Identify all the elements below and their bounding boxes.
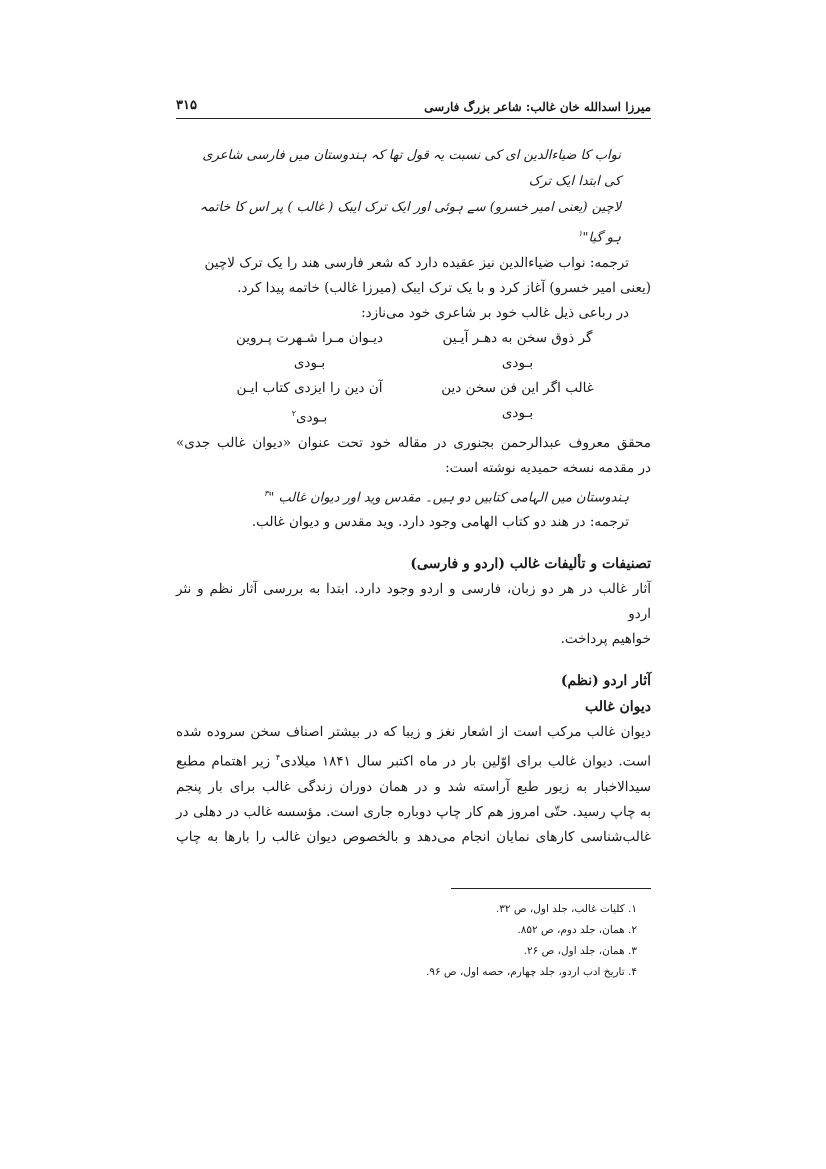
footnotes — [176, 899, 651, 983]
section-works-line-1: آثار غالب در هر دو زبان، فارسی و اردو وجود دارد. ابتدا به بررسی آثار نظم و نثر اردو — [176, 581, 651, 623]
footnote-ref-4: ۴ — [275, 753, 281, 763]
divan-line-3: سیدالاخبار به زیور طبع آراسته شد و در همان دوران زندگی غالب برای بار پنجم — [176, 778, 651, 795]
urdu-quote-1-line-1: نواب کا ضیاءالدین ای کی نسبت یہ قول تھا کہ ہندوستان میں فارسی شاعری کی ابتدا ایک ترک — [202, 148, 621, 189]
translation-2: ترجمه: در هند دو کتاب الهامی وجود دارد. وید مقدس و دیوان غالب. — [251, 514, 629, 531]
divan-line-5: غالب‌شناسی کارهای نمایان انجام می‌دهد و بالخصوص دیوان غالب را بارها به چاپ — [176, 828, 651, 845]
footnote-item: ۳. همان، جلد اول، ص ۲۶. — [523, 944, 637, 957]
divan-line-4: به چاپ رسید. حتّی امروز هم کار چاپ دوباره جاری است. مؤسسه غالب در دهلی در — [176, 803, 651, 820]
divan-line-2: است. دیوان غالب برای اوّلین بار در ماه اکتبر سال ۱۸۴۱ میلادی$^۴$ زیر اهتمام مطبع — [176, 753, 652, 770]
footnote-divider — [451, 888, 651, 889]
divan-line-1: دیوان غالب مرکب است از اشعار نغز و زیبا که در بیشتر اصناف سخن سروده شده — [176, 724, 651, 741]
footnote-ref-2: ۲ — [291, 409, 297, 419]
translation-1-line-2: (یعنی امیر خسرو) آغاز کرد و با یک ترک ایبک (میرزا غالب) خاتمه پیدا کرد. — [237, 280, 651, 297]
running-title: میرزا اسدالله خان غالب: شاعر بزرگ فارسی — [424, 100, 651, 114]
footnote-item: ۴. تاریخ ادب اردو، جلد چهارم، حصه اول، ص ۹۶. — [425, 965, 637, 978]
hemistich-2b: آن دین را ایزدی کتاب ایـن بـودی$^۲$ — [236, 380, 383, 426]
urdu-quote-2: ہندوستان میں الہامی کتابیں دو ہیں۔ مقدس وید اور دیوان غالب "$^۳$ — [264, 488, 629, 506]
subheading-divan: دیوان غالب — [584, 699, 651, 716]
page-number: ۳۱۵ — [176, 98, 197, 113]
poem-row-1 — [176, 326, 651, 376]
section-heading-urdu-poetry: آثار اردو (نظم) — [560, 673, 651, 690]
hemistich-1b: دیـوان مـرا شـهرت پـروین بـودی — [236, 330, 383, 372]
hemistich-1a: گر ذوق سخن به دهـر آیـین بـودی — [442, 330, 593, 372]
running-header — [176, 96, 651, 119]
para-2-line-2: در مقدمه نسخه حمیدیه نوشته است: — [445, 459, 651, 476]
urdu-quote-1 — [176, 143, 651, 251]
rubai-poem — [176, 326, 651, 431]
section-works — [176, 551, 651, 652]
hemistich-2a: غالب اگر این فن سخن دین بـودی — [441, 380, 594, 422]
translation-1-line-1: ترجمه: نواب ضیاءالدین نیز عقیده دارد که شعر فارسی هند را یک ترک لاچین — [204, 255, 629, 272]
footnote-ref-3: ۳ — [264, 488, 269, 498]
para-2-line-1: محقق معروف عبدالرحمن بجنوری در مقاله خود تحت عنوان «دیوان غالب جدی» — [176, 434, 651, 451]
footnote-item: ۲. همان، جلد دوم، ص ۸۵۲. — [517, 923, 637, 936]
urdu-quote-1-line-2: لاچین (یعنی امیر خسرو) سے ہوئی اور ایک ترک ایبک ( غالب ) پر اس کا خاتمہ ہو گیا"$^۱$ — [199, 200, 621, 246]
section-heading-works: تصنیفات و تألیفات غالب (اردو و فارسی) — [410, 556, 651, 573]
section-urdu-poetry — [176, 668, 651, 850]
poem-row-2 — [176, 376, 651, 431]
document-page — [176, 96, 651, 983]
footnote-ref-1: ۱ — [578, 229, 583, 238]
section-works-line-2: خواهیم پرداخت. — [560, 631, 651, 648]
poem-intro: در رباعی ذیل غالب خود بر شاعری خود می‌نازد: — [361, 305, 629, 322]
footnote-item: ۱. کلیات غالب، جلد اول، ص ۳۲. — [495, 902, 637, 915]
